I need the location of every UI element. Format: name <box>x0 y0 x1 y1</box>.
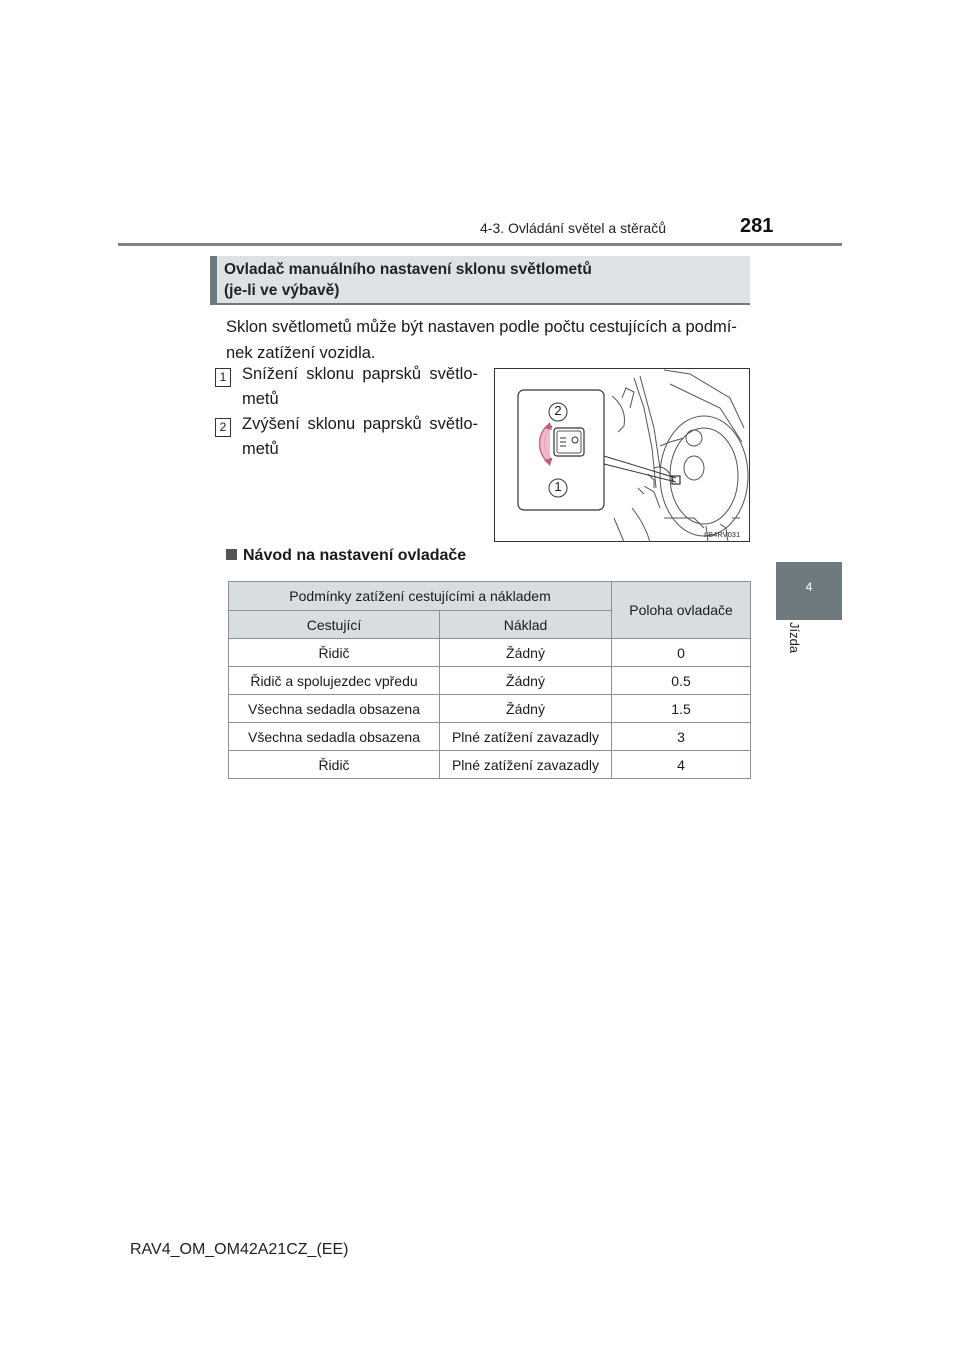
footer-doc-code: RAV4_OM_OM42A21CZ_(EE) <box>130 1241 349 1258</box>
table-header-passengers: Cestující <box>229 611 440 639</box>
header-rule <box>118 243 842 246</box>
table-row <box>229 695 751 723</box>
section-heading-bar <box>210 256 217 304</box>
chapter-tab-label: Jízda <box>787 622 802 654</box>
page-number: 281 <box>740 215 774 237</box>
figure-callout-1: 1 <box>554 479 562 494</box>
table-cell-passengers: Všechna sedadla obsazena <box>229 695 440 723</box>
subsection-heading <box>226 547 466 565</box>
table-cell-cargo: Žádný <box>440 695 612 723</box>
table-cell-position: 1.5 <box>612 695 751 723</box>
intro-paragraph: Sklon světlometů může být nastaven podle počtu cestujících a podmí-nek zatížení vozidla. <box>226 318 737 362</box>
table-cell-passengers: Řidič a spolujezdec vpředu <box>229 667 440 695</box>
section-heading-line2: (je-li ve výbavě) <box>224 282 340 299</box>
chapter-tab-number: 4 <box>805 580 813 594</box>
table-row <box>229 639 751 667</box>
section-heading-rule <box>210 303 750 305</box>
table-cell-passengers: Řidič <box>229 639 440 667</box>
section-heading <box>224 259 744 301</box>
header-section-title: 4-3. Ovládání světel a stěračů <box>480 220 666 236</box>
item-number-1: 1 <box>215 368 231 387</box>
item-number-2: 2 <box>215 418 231 437</box>
table-cell-position: 0 <box>612 639 751 667</box>
subsection-heading-text: Návod na nastavení ovladače <box>243 547 467 564</box>
table-cell-passengers: Řidič <box>229 751 440 779</box>
table-cell-cargo: Žádný <box>440 667 612 695</box>
table-header-position: Poloha ovladače <box>612 582 751 639</box>
section-heading-line1: Ovladač manuálního nastavení sklonu světlometů <box>224 261 592 278</box>
table-header-conditions: Podmínky zatížení cestujícími a nákladem <box>229 582 612 611</box>
table-cell-position: 3 <box>612 723 751 751</box>
table-cell-position: 0.5 <box>612 667 751 695</box>
figure-code: IIB4RV031 <box>704 530 741 539</box>
table-cell-cargo: Plné zatížení zavazadly <box>440 723 612 751</box>
table-row <box>229 667 751 695</box>
square-bullet-icon <box>226 549 237 560</box>
table-row <box>229 723 751 751</box>
table-cell-position: 4 <box>612 751 751 779</box>
adjustment-table <box>228 581 751 779</box>
table-cell-passengers: Všechna sedadla obsazena <box>229 723 440 751</box>
table-cell-cargo: Žádný <box>440 639 612 667</box>
figure-callout-2: 2 <box>554 403 562 418</box>
table-header-row <box>229 582 751 611</box>
item-text-2: Zvýšení sklonu paprsků světlo-metů <box>242 415 478 458</box>
item-text-1: Snížení sklonu paprsků světlo-metů <box>242 365 478 408</box>
table-cell-cargo: Plné zatížení zavazadly <box>440 751 612 779</box>
dashboard-figure <box>494 368 750 542</box>
table-header-cargo: Náklad <box>440 611 612 639</box>
table-row <box>229 751 751 779</box>
